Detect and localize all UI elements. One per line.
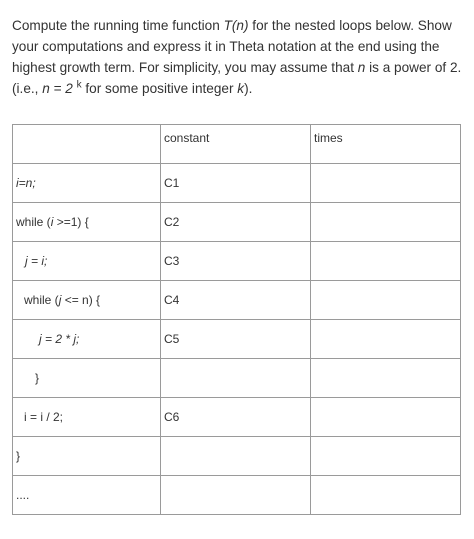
code-cell: j = i; [13,242,161,281]
header-code [13,125,161,164]
table-header-row [13,125,461,164]
constant-cell [161,476,311,515]
code-cell: i=n; [13,164,161,203]
constant-cell: C1 [161,164,311,203]
table-row [13,437,461,476]
constant-cell: C3 [161,242,311,281]
constant-cell: C4 [161,281,311,320]
times-cell [311,164,461,203]
times-cell [311,242,461,281]
constant-cell [161,437,311,476]
table-row [13,359,461,398]
code-cell: } [13,359,161,398]
code-cell: } [13,437,161,476]
constant-cell: C2 [161,203,311,242]
table-row [13,242,461,281]
constant-cell [161,359,311,398]
table-row [13,476,461,515]
times-cell [311,320,461,359]
constant-cell: C5 [161,320,311,359]
times-cell [311,281,461,320]
code-cell: while (j <= n) { [13,281,161,320]
code-cell: j = 2 * j; [13,320,161,359]
code-cell: .... [13,476,161,515]
header-constant: constant [161,125,311,164]
table-row [13,281,461,320]
loop-analysis-table [12,124,461,515]
times-cell [311,359,461,398]
code-cell: i = i / 2; [13,398,161,437]
times-cell [311,437,461,476]
question-text: Compute the running time function T(n) for the nested loops below. Show your computations and express it in Theta notation at the end using the highest growth term. For simplicity, you may assume that n is a power of 2. (i.e., n = 2 $^k$ for some positive integer k). [12,18,462,96]
times-cell [311,203,461,242]
times-cell [311,398,461,437]
table-row [13,164,461,203]
constant-cell: C6 [161,398,311,437]
table-row [13,203,461,242]
times-cell [311,476,461,515]
table-row [13,398,461,437]
header-times: times [311,125,461,164]
table-row [13,320,461,359]
code-cell: while (i >=1) { [13,203,161,242]
